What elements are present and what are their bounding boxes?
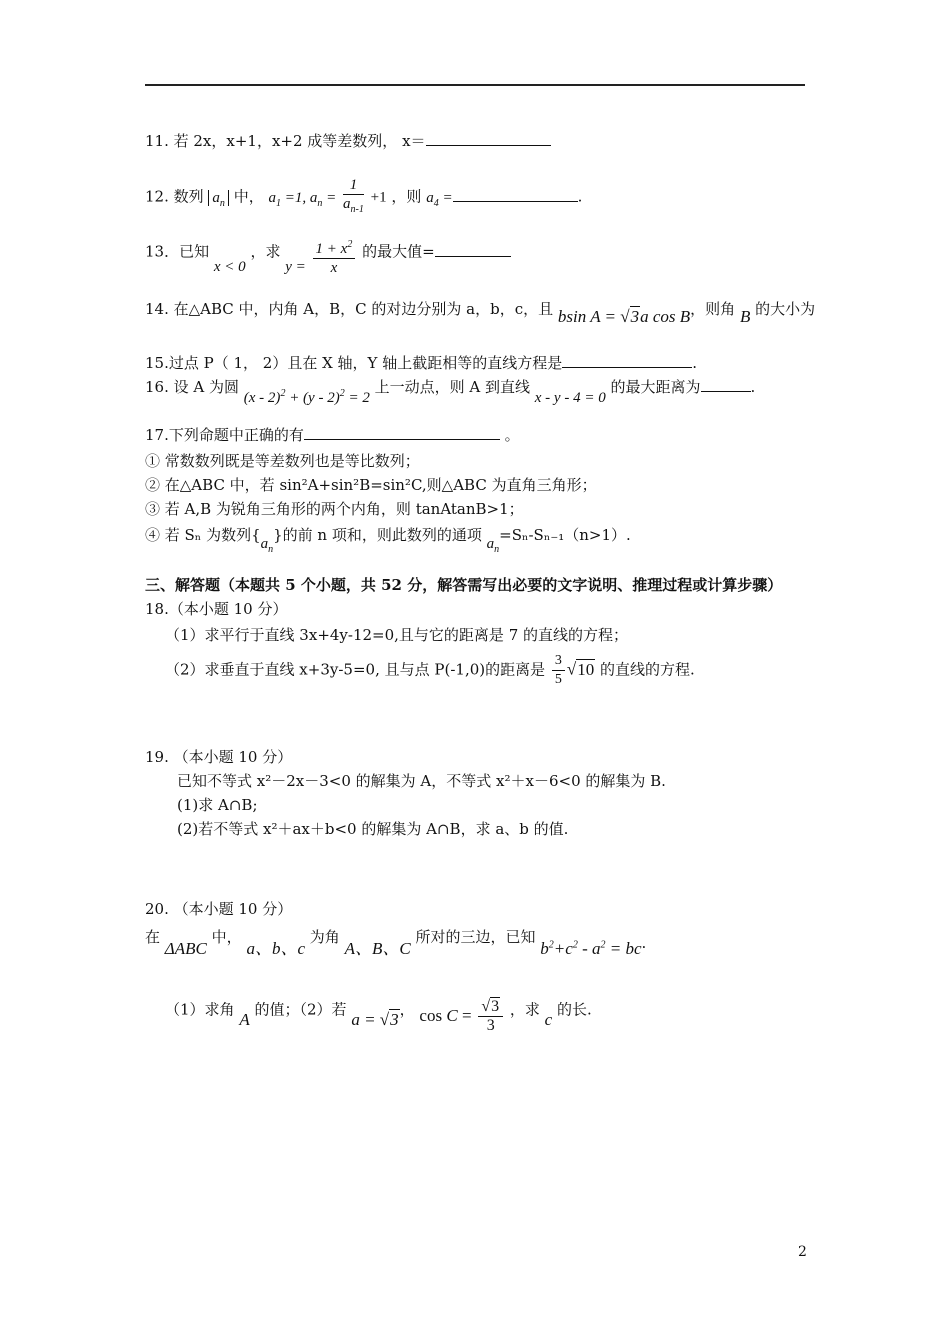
formula-recurrence: $a_1 =1$, $a_n$ = [268,189,337,209]
formula-law: bsin A = √3a cos B [557,307,691,326]
question-20-head: 20. （本小题 10 分） [145,900,293,918]
answer-blank [701,377,751,392]
fraction-y: $\frac{1 + x^2}{x}$ [313,236,356,277]
question-17: 17.下列命题中正确的有 。 [145,426,520,444]
question-19-line3: (2)若不等式 x²＋ax＋b<0 的解集为 A∩B，求 a、b 的值. [177,820,569,838]
page-number: 2 [798,1244,807,1260]
question-15: 15.过点 P（ 1， 2）且在 X 轴，Y 轴上截距相等的直线方程是 . [145,354,698,372]
formula-line: x - y - 4 = 0 [534,390,606,406]
fraction-cosC: $\frac{√3}{3}$ [478,998,503,1035]
question-12: 12. 数列 $a_n$ 中， $a_1 =1$, $a_n$ = $\frac{1}{a_{n-1}}$ +1 ，则 $a_4$ = . [145,176,582,219]
fraction-recurrence: $\frac{1}{a_{n-1}}$ [343,177,364,215]
answer-blank [562,353,692,368]
question-19-head: 19. （本小题 10 分） [145,748,293,766]
question-20-parts: （1）求角 A 的值；（2）若 a = √3， cos C = $\frac{√3}{3}$ ，求 c 的长. [165,998,592,1034]
question-14: 14. 在△ABC 中，内角 A，B，C 的对边分别为 a，b，c，且 bsin A = √3a cos B，则角 B 的大小为 [145,300,816,326]
question-19-line1: 已知不等式 x²－2x－3<0 的解集为 A，不等式 x²＋x－6<0 的解集为 B. [177,772,666,790]
option-2: ② 在△ABC 中，若 sin²A+sin²B=sin²C,则△ABC 为直角三角形； [145,476,597,494]
answer-blank [426,131,551,146]
question-19-line2: (1)求 A∩B; [177,796,258,814]
question-18-part1: （1）求平行于直线 3x+4y-12=0,且与它的距离是 7 的直线的方程； [165,626,629,644]
question-18-part2: （2）求垂直于直线 x+3y-5=0, 且与点 P(-1,0)的距离是 $\frac{3}{5}$ √10 的直线的方程. [165,653,695,687]
fraction-distance: $\frac{3}{5}$ [552,652,565,689]
sequence-symbol: $a_n$ [208,190,229,206]
answer-blank [435,242,511,257]
option-4: ④ 若 Sₙ 为数列$\{a_n\}$的前 n 项和，则此数列的通项 $a_n=S_n-S_{n-1}(n>1)$. [145,526,631,555]
formula-circle: (x - 2)$^2$ + (y - 2)$^2$ = 2 [243,388,370,406]
answer-blank [304,425,500,440]
question-16: 16. 设 A 为圆 (x - 2)$^2$ + (y - 2)$^2$ = 2 上一动点，则 A 到直线 x - y - 4 = 0 的最大距离为 . [145,378,756,406]
question-18-head: 18.（本小题 10 分） [145,600,288,618]
question-20-statement: 在 ΔABC 中， a、b、c 为角 A、B、C 所对的三边，已知 $b^2+c^2 - a^2$ = bc. [145,928,647,958]
question-13: 13．已知 x < 0 ，求 y = $\frac{1 + x^2}{x}$ 的最大值= [145,232,511,273]
section-title: 三、解答题（本题共 5 个小题，共 52 分，解答需写出必要的文字说明、推理过程或计算步骤） [145,576,783,594]
option-1: ① 常数数列既是等差数列也是等比数列； [145,452,420,470]
option-3: ③ 若 A,B 为锐角三角形的两个内角，则 tanAtanB>1； [145,500,524,518]
answer-blank [453,187,578,202]
top-rule [145,84,805,86]
question-11: 11. 若 2x，x+1，x+2 成等差数列， x＝ [145,130,551,151]
